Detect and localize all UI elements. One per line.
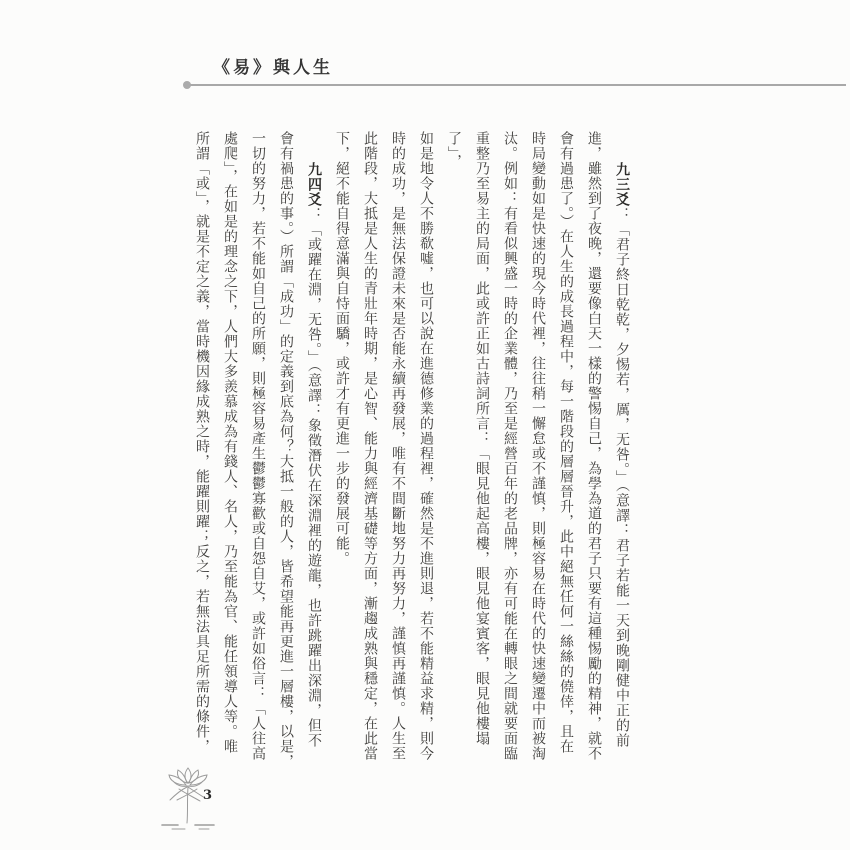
column-text: 汰。例如：有看似興盛一時的企業體，乃至是經營百年的老品牌，亦有可能在轉眼之間就要面臨 [502, 131, 518, 761]
divider-dot [183, 81, 191, 89]
text-column [188, 131, 216, 769]
column-text: 此階段，大抵是人生的青壯年時期，是心智、能力與經濟基礎等方面，漸趨成熟與穩定，在此當 [362, 131, 378, 761]
column-text: 會有過患了。）在人生的成長過程中，每一階段的層層晉升，此中絕無任何一絲絲的僥倖，且在 [558, 131, 574, 754]
vertical-text-block [188, 131, 636, 769]
column-text: 會有禍患的事。）所謂「成功」的定義到底為何？大抵一般的人，皆希望能再更進一層樓，以是， [278, 131, 294, 769]
page-title: 《易》與人生 [213, 58, 333, 78]
column-text: 一切的努力，若不能如自己的所願，則極容易產生鬱鬱寡歡或自怨自艾，或許如俗言：「人往高 [250, 131, 266, 761]
column-text: 進，雖然到了夜晚，還要像白天一樣的警惕自己，為學為道的君子只要有這種惕勵的精神，就不 [586, 131, 602, 761]
header-divider [190, 84, 846, 86]
column-text: 時局變動如是快速的現今時代裡，往往稍一懈怠或不謹慎，則極容易在時代的快速變遷中而被淘 [530, 131, 546, 761]
text-column [328, 131, 356, 769]
column-text: 時的成功，是無法保證未來是否能永續再發展，唯有不間斷地努力再努力，謹慎再謹慎。人生至 [390, 131, 406, 761]
column-text: 所謂「或」，就是不定之義，當時機因緣成熟之時，能躍則躍；反之，若無法具足所需的條件， [194, 131, 210, 754]
column-text: ：「君子終日乾乾，夕惕若，厲，无咎。」（意譯：君子若能一天到晚剛健中正的前 [614, 207, 630, 748]
section-heading: 九四爻 [306, 162, 322, 207]
text-column [356, 131, 384, 769]
text-column [440, 131, 496, 769]
text-column [608, 131, 636, 769]
column-text: 重整乃至易主的局面，此或許正如古詩詞所言：「眼見他起高樓，眼見他宴賓客，眼見他樓塌了」， [446, 131, 490, 746]
column-text: 如是地令人不勝欷噓，也可以說在進德修業的過程裡，確然是不進則退，若不能精益求精，則今 [418, 131, 434, 761]
text-column [552, 131, 580, 769]
text-column [244, 131, 272, 769]
text-column [412, 131, 440, 769]
text-column [300, 131, 328, 769]
text-column [384, 131, 412, 769]
text-column [496, 131, 524, 769]
column-text: 處爬」，在如是的理念之下，人們大多羨慕成為有錢人、名人，乃至能為官、能任領導人等。唯 [222, 131, 238, 754]
column-text: 下，絕不能自得意滿與自恃面驕，或許才有更進一步的發展可能。 [334, 131, 350, 566]
column-text: ：「或躍在淵，无咎。」（意譯：象徵潛伏在深淵裡的遊龍，也許跳躍出深淵，但不 [306, 207, 322, 748]
page-number: 3 [203, 788, 213, 803]
text-column [272, 131, 300, 769]
text-column [216, 131, 244, 769]
section-heading: 九三爻 [614, 162, 630, 207]
text-column [580, 131, 608, 769]
text-column [524, 131, 552, 769]
